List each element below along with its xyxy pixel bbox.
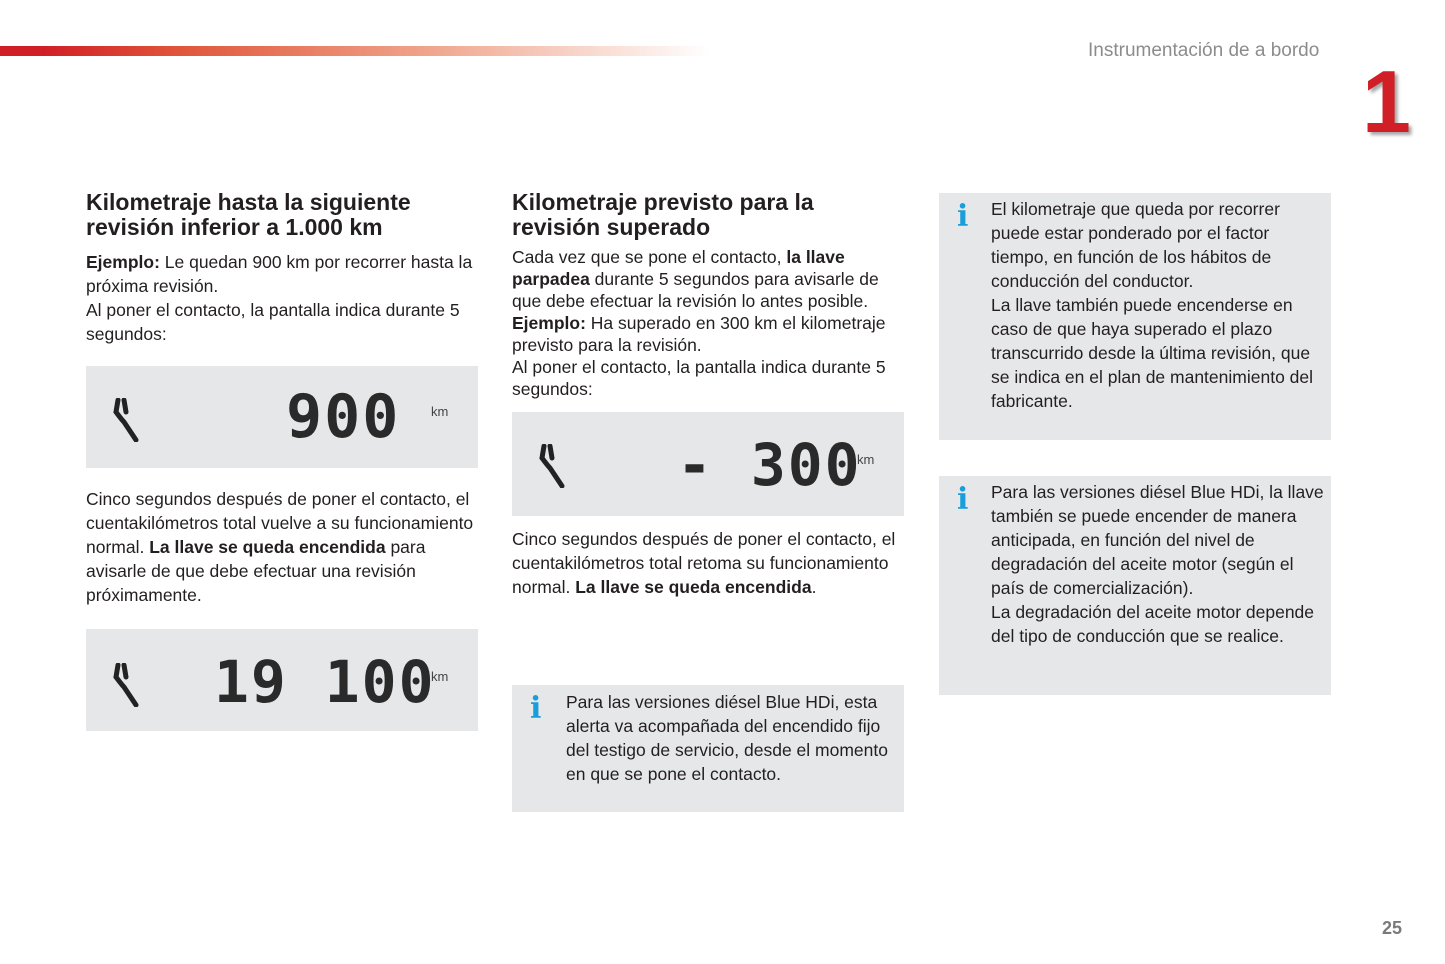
odometer-unit: km bbox=[431, 404, 449, 419]
middle-display-intro: Al poner el contacto, la pantalla indica durante 5 segundos: bbox=[512, 357, 886, 399]
left-normal-text: Cinco segundos después de poner el contacto, el cuentakilómetros total vuelve a su funcionamiento normal. La llave se queda encendida para avisarle de que debe efectuar una revisión próximamente. bbox=[86, 489, 474, 605]
info-text: Para las versiones diésel Blue HDi, la llave también se puede encender de manera anticipada, en función del nivel de degradación del aceite motor (según el país de comercialización). bbox=[991, 482, 1324, 598]
section-title: Instrumentación de a bordo bbox=[1088, 40, 1320, 61]
odometer-value: 19 100 bbox=[214, 648, 436, 716]
odometer-display-19100 bbox=[86, 629, 478, 731]
page-number: 25 bbox=[1382, 918, 1403, 938]
info-text: El kilometraje que queda por recorrer puede estar ponderado por el factor tiempo, en función de los hábitos de conducción del conductor. bbox=[991, 199, 1280, 291]
middle-intro: Cada vez que se pone el contacto, la llave parpadea durante 5 segundos para avisarle de que debe efectuar la revisión lo antes posible. bbox=[512, 247, 879, 311]
odometer-unit: km bbox=[431, 669, 449, 684]
info-text: Para las versiones diésel Blue HDi, esta alerta va acompañada del encendido fijo del testigo de servicio, desde el momento en que se pone el contacto. bbox=[566, 692, 888, 784]
wrench-icon bbox=[538, 444, 568, 488]
middle-normal-text: Cinco segundos después de poner el contacto, el cuentakilómetros total retoma su funcionamiento normal. La llave se queda encendida. bbox=[512, 529, 896, 597]
left-title: Kilometraje hasta la siguiente revisión inferior a 1.000 km bbox=[86, 189, 411, 240]
left-display-intro: Al poner el contacto, la pantalla indica durante 5 segundos: bbox=[86, 300, 460, 344]
odometer-display-900 bbox=[86, 366, 478, 468]
info-panel-time-factor bbox=[939, 193, 1331, 440]
info-text: La degradación del aceite motor depende del tipo de conducción que se realice. bbox=[991, 602, 1315, 646]
odometer-value: - 300 bbox=[677, 431, 862, 499]
odometer-unit: km bbox=[857, 452, 875, 467]
left-column bbox=[86, 190, 481, 346]
info-icon: i bbox=[530, 691, 542, 726]
info-panel-service-light bbox=[512, 685, 904, 812]
chapter-number: 1 bbox=[1362, 52, 1411, 151]
info-icon: i bbox=[957, 199, 969, 234]
middle-example: Ejemplo: Ha superado en 300 km el kilometraje previsto para la revisión. bbox=[512, 313, 886, 355]
info-icon: i bbox=[957, 482, 969, 517]
info-text: La llave también puede encenderse en caso de que haya superado el plazo transcurrido desde la última revisión, que se indica en el plan de mantenimiento del fabricante. bbox=[991, 295, 1314, 411]
middle-column bbox=[512, 190, 907, 400]
odometer-value: 900 bbox=[286, 382, 401, 452]
left-example: Ejemplo: Le quedan 900 km por recorrer hasta la próxima revisión. bbox=[86, 252, 473, 296]
info-panel-oil-degradation bbox=[939, 476, 1331, 695]
header-accent-bar bbox=[0, 46, 710, 56]
middle-title: Kilometraje previsto para la revisión superado bbox=[512, 189, 814, 240]
wrench-icon bbox=[112, 663, 142, 707]
wrench-icon bbox=[112, 398, 142, 442]
odometer-display-minus300 bbox=[512, 412, 904, 516]
